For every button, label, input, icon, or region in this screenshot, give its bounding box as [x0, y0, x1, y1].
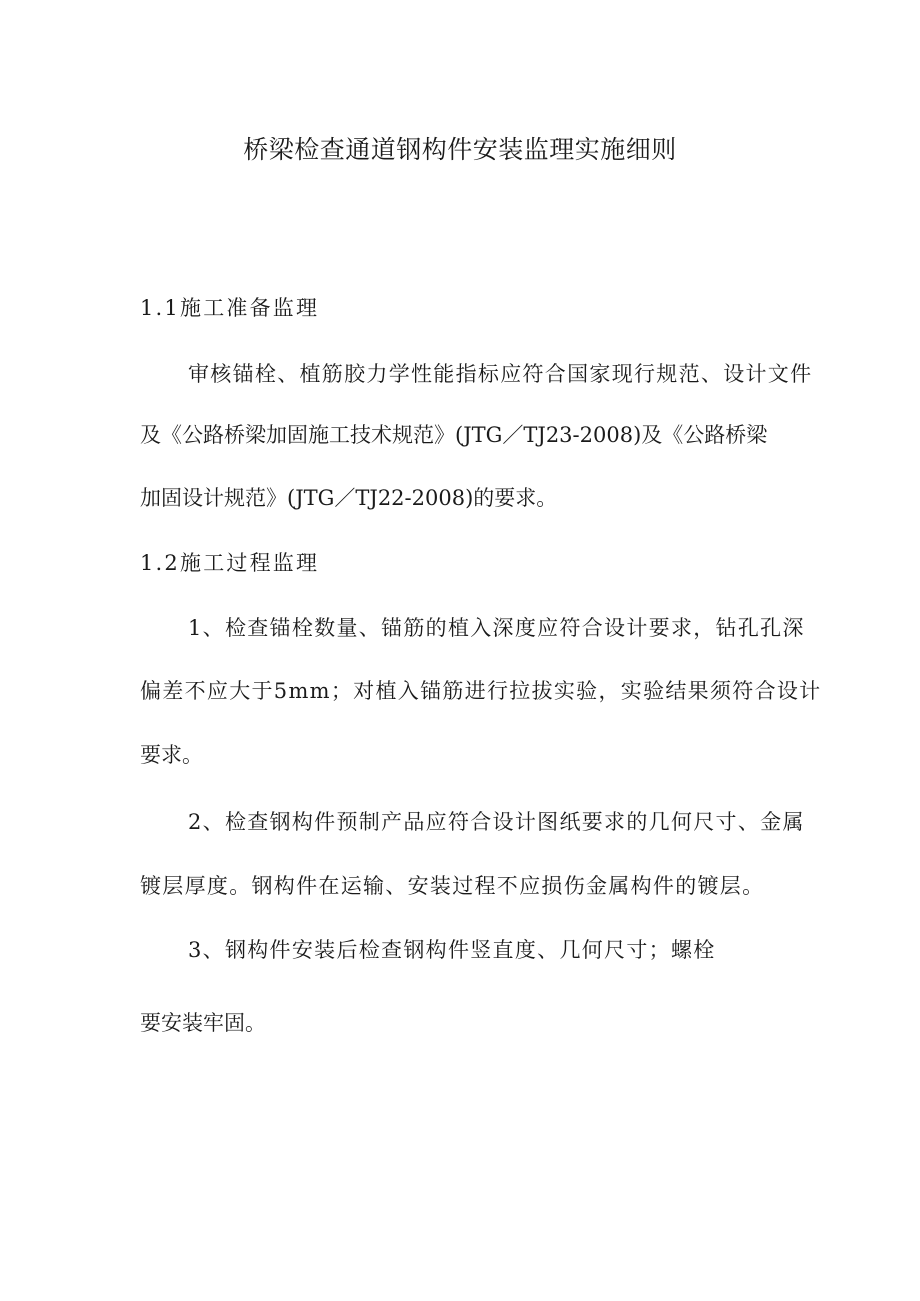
- list-item-line: 偏差不应大于5mm；对植入锚筋进行拉拔实验，实验结果须符合设计: [140, 679, 822, 703]
- list-item-line: 2、检查钢构件预制产品应符合设计图纸要求的几何尺寸、金属: [188, 810, 805, 834]
- list-item-line: 要求。: [140, 743, 203, 767]
- document-title: 桥梁检查通道钢构件安装监理实施细则: [243, 135, 677, 164]
- paragraph-line: 及《公路桥梁加固施工技术规范》(JTG／TJ23-2008)及《公路桥梁: [140, 423, 768, 447]
- list-item-line: 3、钢构件安装后检查钢构件竖直度、几何尺寸；螺栓: [188, 938, 716, 962]
- paragraph-line: 加固设计规范》(JTG／TJ22-2008)的要求。: [140, 486, 558, 510]
- paragraph-line: 审核锚栓、植筋胶力学性能指标应符合国家现行规范、设计文件: [188, 362, 813, 386]
- list-item-line: 1、检查锚栓数量、锚筋的植入深度应符合设计要求，钻孔孔深: [188, 616, 805, 640]
- list-item-line: 镀层厚度。钢构件在运输、安装过程不应损伤金属构件的镀层。: [140, 874, 765, 898]
- section-heading-1-1: 1.1施工准备监理: [140, 296, 320, 320]
- list-item-line: 要安装牢固。: [140, 1011, 266, 1035]
- section-heading-1-2: 1.2施工过程监理: [140, 551, 320, 575]
